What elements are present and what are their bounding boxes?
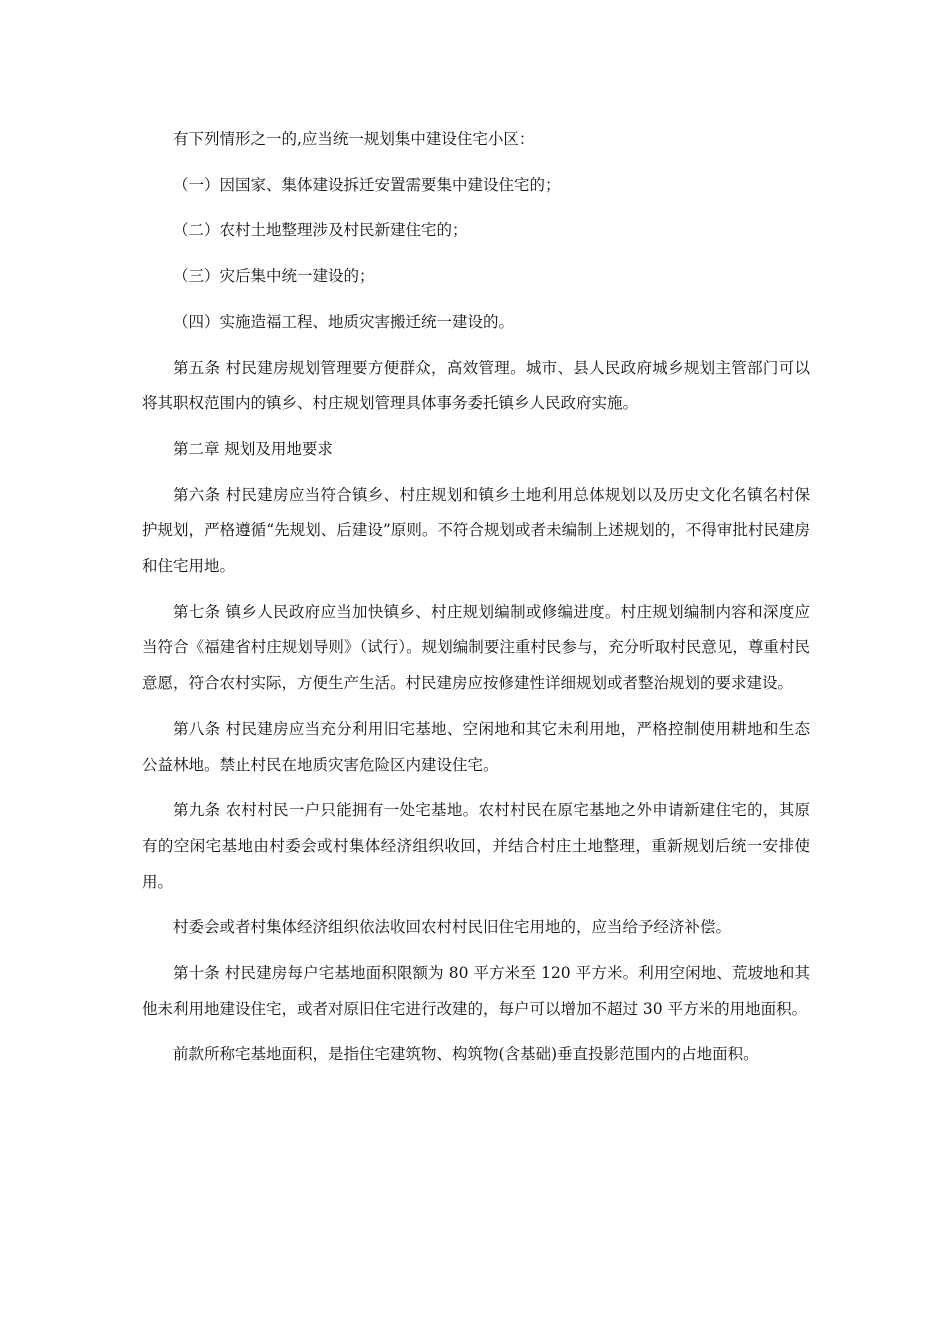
paragraph-definition: 前款所称宅基地面积，是指住宅建筑物、构筑物(含基础)垂直投影范围内的占地面积。 [173, 1045, 759, 1064]
paragraph-item-2: （二）农村土地整理涉及村民新建住宅的； [173, 221, 468, 240]
paragraph-article-8: 第八条 村民建房应当充分利用旧宅基地、空闲地和其它未利用地，严格控制使用耕地和生态公益林地。禁止村民在地质灾害危险区内建设住宅。 [142, 719, 810, 774]
paragraph-article-7: 第七条 镇乡人民政府应当加快镇乡、村庄规划编制或修编进度。村庄规划编制内容和深度应当符合《福建省村庄规划导则》（试行）。规划编制要注重村民参与，充分听取村民意见，尊重村民意愿，符合农村实际，方便生产生活。村民建房应按修建性详细规划或者整治规划的要求建设。 [142, 602, 810, 693]
paragraph-article-9: 第九条 农村村民一户只能拥有一处宅基地。农村村民在原宅基地之外申请新建住宅的，其原有的空闲宅基地由村委会或村集体经济组织收回，并结合村庄土地整理，重新规划后统一安排使用。 [142, 801, 810, 891]
paragraph-article-5: 第五条 村民建房规划管理要方便群众，高效管理。城市、县人民政府城乡规划主管部门可以将其职权范围内的镇乡、村庄规划管理具体事务委托镇乡人民政府实施。 [142, 358, 810, 413]
document-body [142, 122, 810, 1083]
paragraph-item-1: （一）因国家、集体建设拆迁安置需要集中建设住宅的； [173, 175, 561, 194]
paragraph-article-10: 第十条 村民建房每户宅基地面积限额为 80 平方米至 120 平方米。利用空闲地、荒坡地和其他未利用地建设住宅，或者对原旧住宅进行改建的，每户可以增加不超过 30 平方米的用地面积。 [142, 964, 810, 1018]
chapter-heading: 第二章 规划及用地要求 [173, 439, 333, 458]
paragraph-item-3: （三）灾后集中统一建设的； [173, 267, 375, 286]
paragraph-article-6: 第六条 村民建房应当符合镇乡、村庄规划和镇乡土地利用总体规划以及历史文化名镇名村保护规划，严格遵循“先规划、后建设”原则。不符合规划或者未编制上述规划的，不得审批村民建房和住宅用地。 [142, 485, 810, 576]
paragraph-item-4: （四）实施造福工程、地质灾害搬迁统一建设的。 [173, 312, 515, 331]
paragraph-compensation: 村委会或者村集体经济组织依法收回农村村民旧住宅用地的，应当给予经济补偿。 [173, 918, 732, 937]
paragraph-intro: 有下列情形之一的,应当统一规划集中建设住宅小区： [173, 130, 535, 148]
